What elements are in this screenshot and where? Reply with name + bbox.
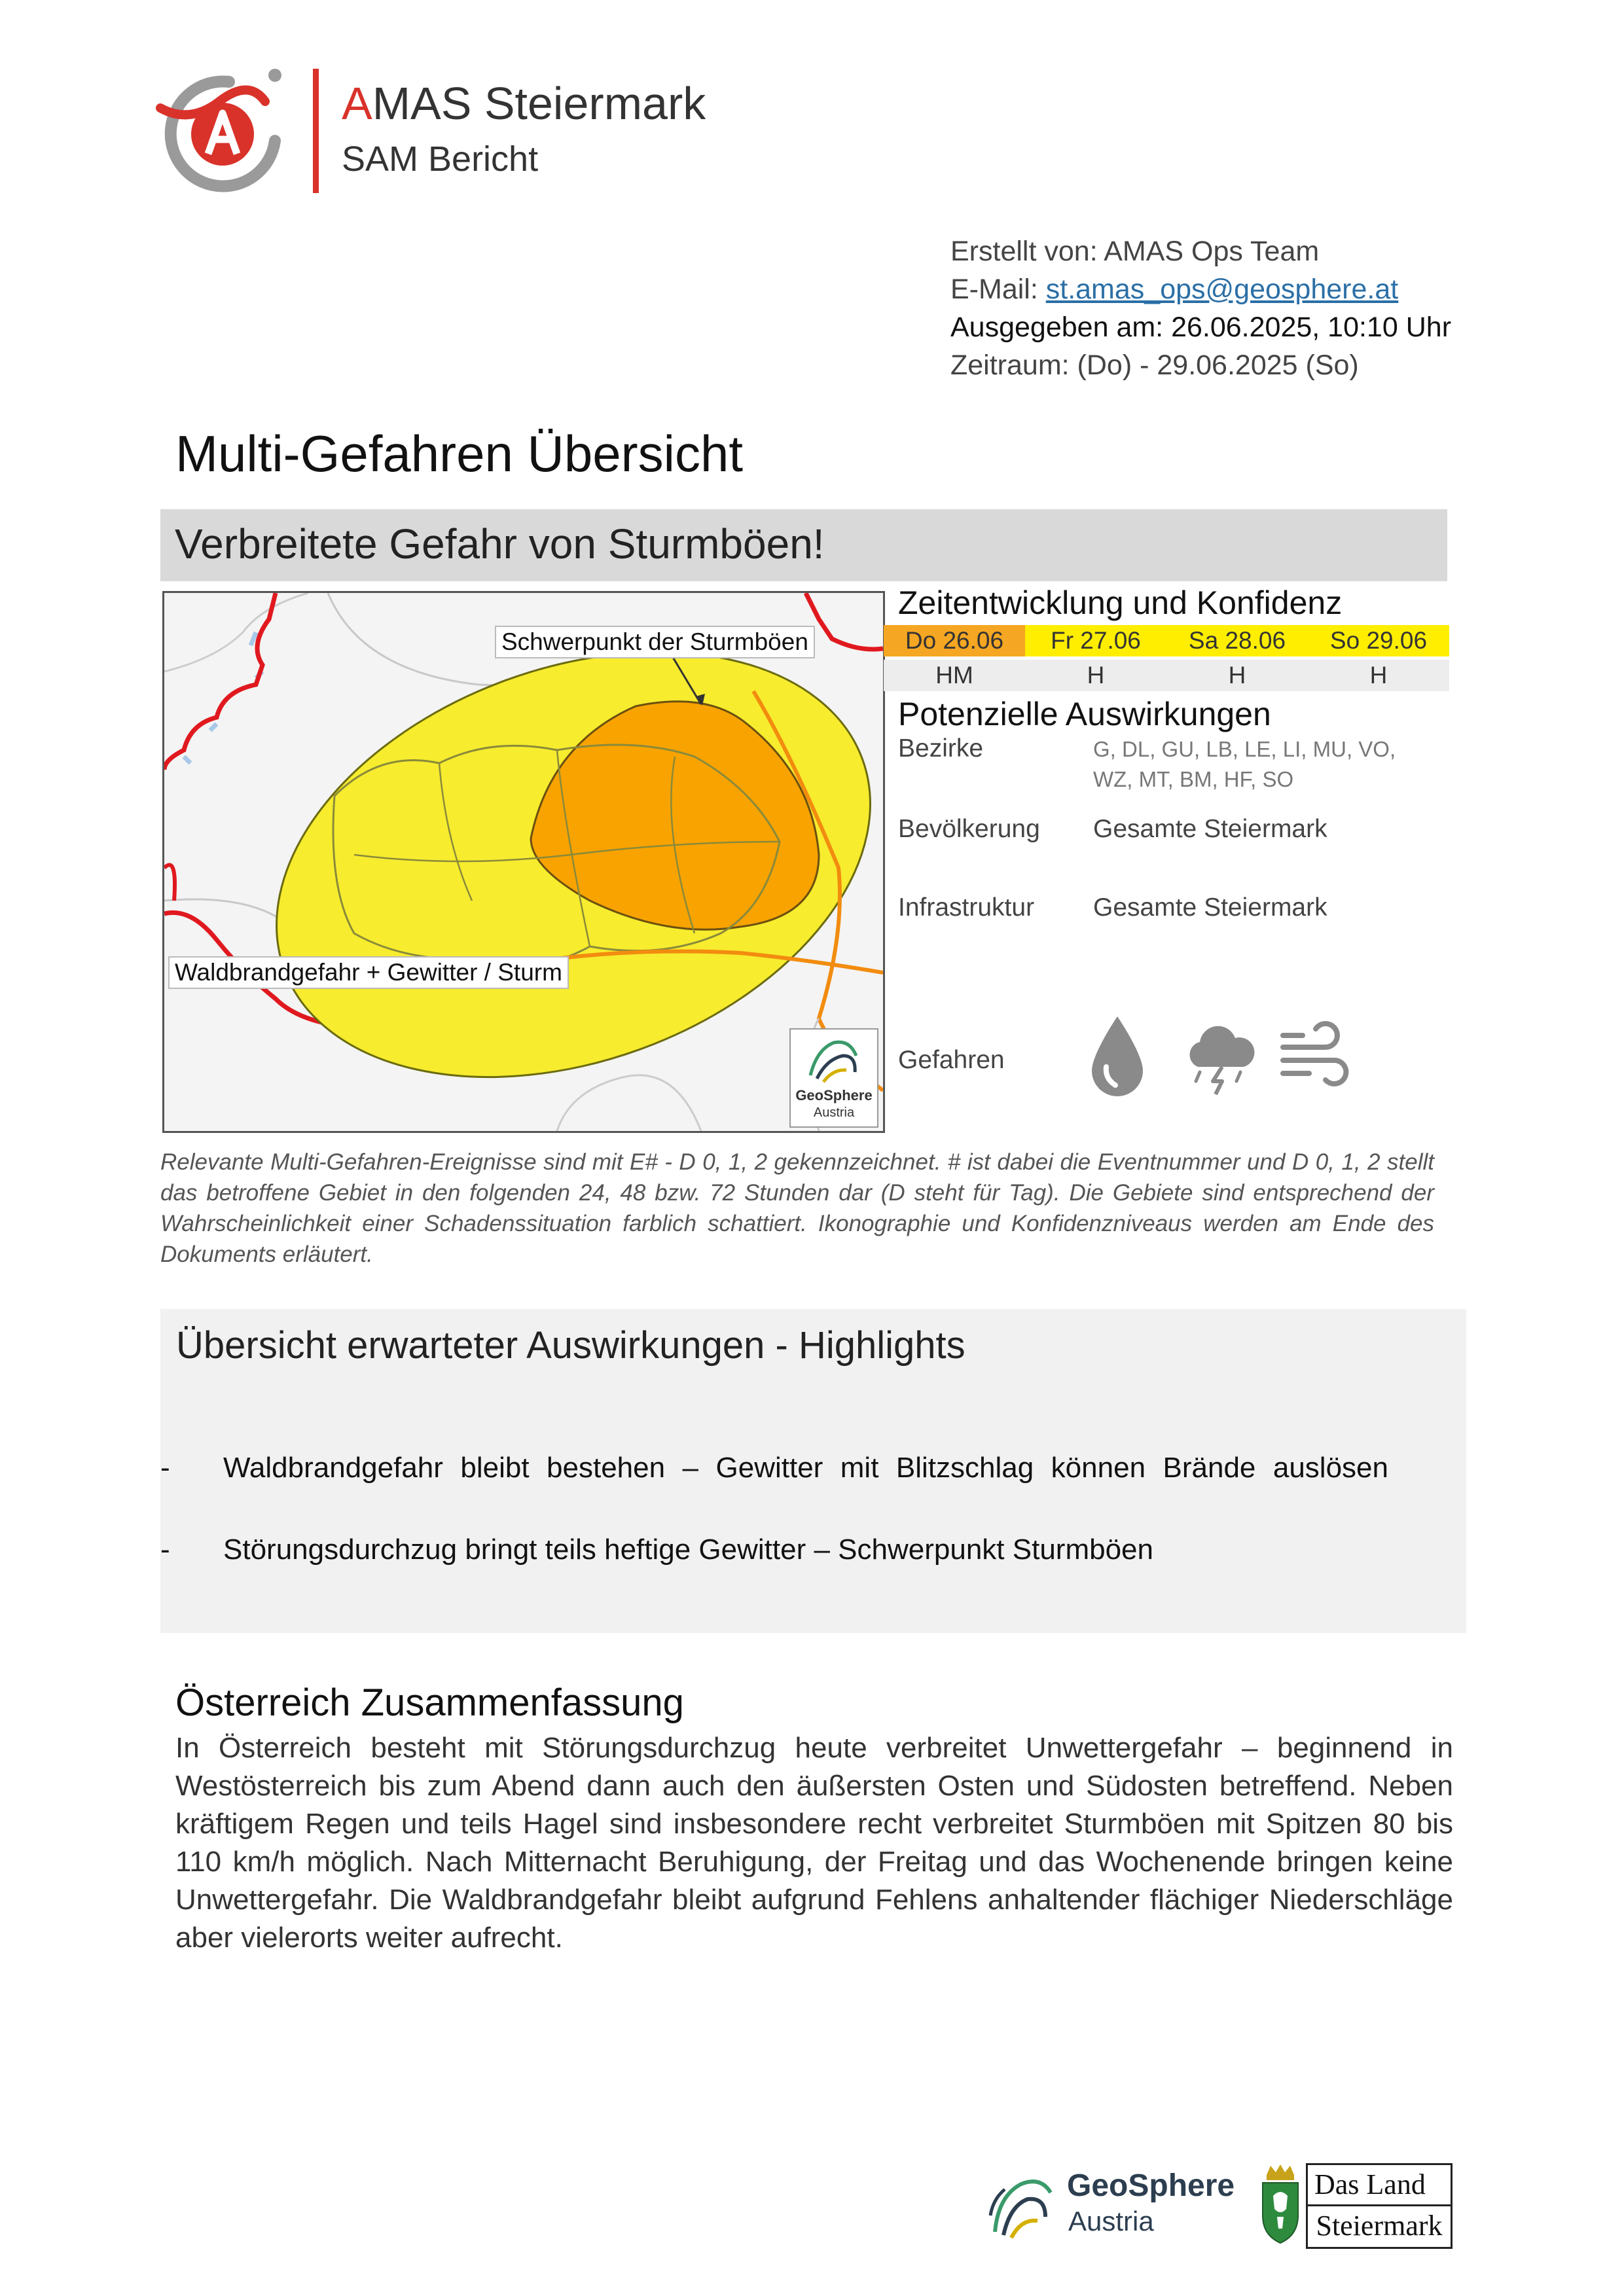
highlight-text: Störungsdurchzug bringt teils heftige Gewitter – Schwerpunkt Sturmböen (223, 1534, 1153, 1566)
population-label: Bevölkerung (898, 815, 1040, 843)
map-label-fire-risk: Waldbrandgefahr + Gewitter / Sturm (168, 956, 569, 989)
meta-email (950, 274, 1398, 306)
meta-author-value: AMAS Ops Team (1104, 236, 1320, 267)
population-value: Gesamte Steiermark (1093, 815, 1327, 843)
hazard-map-graphic (164, 593, 883, 1131)
meta-author-label: Erstellt von: (950, 236, 1098, 267)
highlight-bullet: - (160, 1452, 170, 1484)
highlights-title: Übersicht erwarteter Auswirkungen - Highlights (176, 1324, 965, 1367)
summary-title: Österreich Zusammenfassung (175, 1681, 684, 1724)
day-cell: Do 26.06 (884, 625, 1025, 656)
land-logo-line2: Steiermark (1308, 2204, 1451, 2249)
highlight-bullet: - (160, 1534, 170, 1566)
wind-icon (1280, 1021, 1352, 1096)
meta-issued: Ausgegeben am: 26.06.2025, 10:10 Uhr (950, 312, 1452, 343)
confidence-cell: HM (935, 662, 973, 689)
highlights-box (160, 1309, 1466, 1633)
alert-banner (160, 509, 1447, 581)
rain-drop-icon (1087, 1013, 1149, 1098)
amas-logo (151, 62, 288, 200)
geosphere-swirl-icon (985, 2170, 1057, 2242)
timeline-days-row (884, 625, 1449, 656)
map-geosphere-logo (789, 1028, 878, 1128)
email-link[interactable]: st.amas_ops@geosphere.at (1045, 274, 1399, 305)
infrastructure-label: Infrastruktur (898, 893, 1035, 922)
confidence-cell: H (1369, 662, 1388, 689)
impacts-heading: Potenzielle Auswirkungen (898, 696, 1271, 732)
hazard-map (162, 591, 885, 1133)
header-divider (313, 69, 319, 193)
meta-author (950, 236, 1319, 268)
map-label-storm-focus: Schwerpunkt der Sturmböen (495, 626, 815, 658)
map-logo-name: GeoSphere (795, 1087, 873, 1103)
highlight-item (160, 1534, 1388, 1566)
geosphere-logo-sub: Austria (1068, 2206, 1154, 2236)
app-title-rest: MAS Steiermark (372, 78, 706, 129)
map-logo-sub: Austria (813, 1105, 855, 1120)
day-cell: Fr 27.06 (1051, 627, 1141, 654)
app-title (342, 77, 706, 130)
geosphere-logo-name: GeoSphere (1067, 2168, 1235, 2203)
infrastructure-value: Gesamte Steiermark (1093, 893, 1327, 922)
land-steiermark-logo (1306, 2163, 1453, 2249)
meta-email-label: E-Mail: (950, 274, 1038, 305)
districts-value: G, DL, GU, LB, LE, LI, MU, VO, WZ, MT, BM, HF, SO (1093, 737, 1396, 791)
land-logo-line1: Das Land (1314, 2168, 1426, 2200)
day-cell: So 29.06 (1329, 627, 1428, 654)
timeline-confidence-row (884, 660, 1449, 691)
day-cell: Sa 28.06 (1188, 627, 1286, 654)
meta-period: Zeitraum: (Do) - 29.06.2025 (So) (950, 350, 1359, 381)
thunderstorm-icon (1182, 1021, 1259, 1096)
alert-text: Verbreitete Gefahr von Sturmböen! (175, 520, 825, 567)
highlight-text: Waldbrandgefahr bleibt bestehen – Gewitter mit Blitzschlag können Brände auslösen (223, 1452, 1388, 1484)
summary-text: In Österreich besteht mit Störungsdurchzug heute verbreitet Unwettergefahr – beginnend in Westösterreich bis zum Abend dann auch den äußersten Osten und Südosten betreffend. Neben kräftigem Regen und teils Hagel sind insbesondere recht verbreitet Sturmböen mit Spitzen 80 bis 110 km/h möglich. Nach Mitternacht Beruhigung, der Freitag und das Wochenende bringen keine Unwettergefahr. Die Waldbrandgefahr bleibt aufgrund Fehlens anhaltender flächiger Niederschläge aber vielerorts weiter aufrecht. (175, 1732, 1453, 1954)
app-subtitle: SAM Bericht (342, 139, 539, 179)
districts-label: Bezirke (898, 734, 984, 762)
timeline-heading: Zeitentwicklung und Konfidenz (898, 584, 1343, 621)
geosphere-swirl-icon (791, 1030, 877, 1088)
styria-crest-icon (1260, 2163, 1301, 2245)
hazards-label: Gefahren (898, 1046, 1005, 1074)
confidence-cell: H (1087, 662, 1105, 689)
confidence-cell: H (1228, 662, 1246, 689)
page-title: Multi-Gefahren Übersicht (175, 425, 743, 482)
app-title-initial: A (342, 78, 372, 129)
highlight-item (160, 1452, 1388, 1484)
map-note: Relevante Multi-Gefahren-Ereignisse sind mit E# - D 0, 1, 2 gekennzeichnet. # ist dabei die Eventnummer und D 0, 1, 2 stellt das betroffene Gebiet in den folgenden 24, 48 bzw. 72 Stunden dar (D steht für Tag). Die Gebiete sind entsprechend der Wahrscheinlichkeit einer Schadenssituation farblich schattiert. Ikonographie und Konfidenzniveaus werden am Ende des Dokuments erläutert. (160, 1149, 1434, 1267)
